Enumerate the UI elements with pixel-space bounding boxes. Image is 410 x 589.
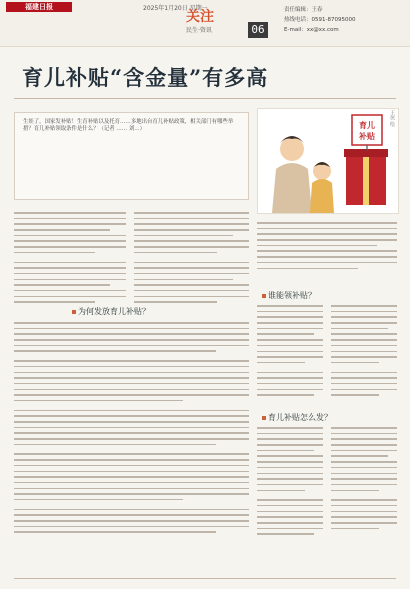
article-body-right-top — [257, 222, 397, 273]
masthead — [0, 0, 410, 47]
publication-date: 2025年1月20日 星期一 — [143, 5, 208, 12]
gift-lid — [344, 149, 388, 157]
article-body-right-b — [331, 305, 397, 400]
adult-body — [272, 163, 312, 213]
page-bottom-rule — [14, 578, 396, 579]
sign-text-bottom: 补贴 — [359, 132, 375, 141]
page-number: 06 — [248, 22, 268, 38]
heading-bullet-icon — [262, 416, 266, 420]
section-heading-2: 谁能领补贴？ — [262, 290, 316, 301]
article-illustration — [257, 108, 399, 214]
editor-line: 责任编辑：王春 — [284, 7, 323, 13]
sign-text-top: 育儿 — [359, 121, 375, 130]
lead-text: 生娃了，国家发补贴！生育补贴以及托育……多地出台育儿补贴政策，相关部门有哪些举措？育儿补贴领取条件是什么？（记者 …… 刘…） — [23, 119, 234, 133]
article-body-right-a — [257, 305, 323, 400]
adult-head — [280, 137, 304, 161]
illustration-svg — [258, 109, 398, 213]
lead-box — [14, 112, 249, 200]
article-body-right-c — [257, 427, 323, 539]
email-line: E-mail：xx@xx.com — [284, 27, 339, 33]
section-heading-1: 为何发放育儿补贴？ — [72, 306, 150, 317]
heading-bullet-icon — [262, 294, 266, 298]
section-title: 关注 — [186, 9, 214, 25]
article-body-right-d — [331, 427, 397, 533]
article-headline: 育儿补贴“含金量”有多高 — [22, 65, 269, 90]
article-column-1a — [14, 212, 126, 307]
child-body — [310, 179, 334, 213]
gift-ribbon — [363, 155, 369, 205]
article-body-left — [14, 322, 249, 537]
newspaper-logo: 福建日报 — [6, 2, 72, 12]
section-subtitle: 民生·资讯 — [186, 27, 212, 34]
heading-bullet-icon — [72, 310, 76, 314]
article-column-1b — [134, 212, 249, 307]
headline-divider — [14, 98, 396, 99]
hotline-line: 热线电话：0591-87095000 — [284, 17, 356, 23]
section-heading-3: 育儿补贴怎么发？ — [262, 412, 332, 423]
illustration-credit: 王侠 绘 — [389, 110, 395, 127]
